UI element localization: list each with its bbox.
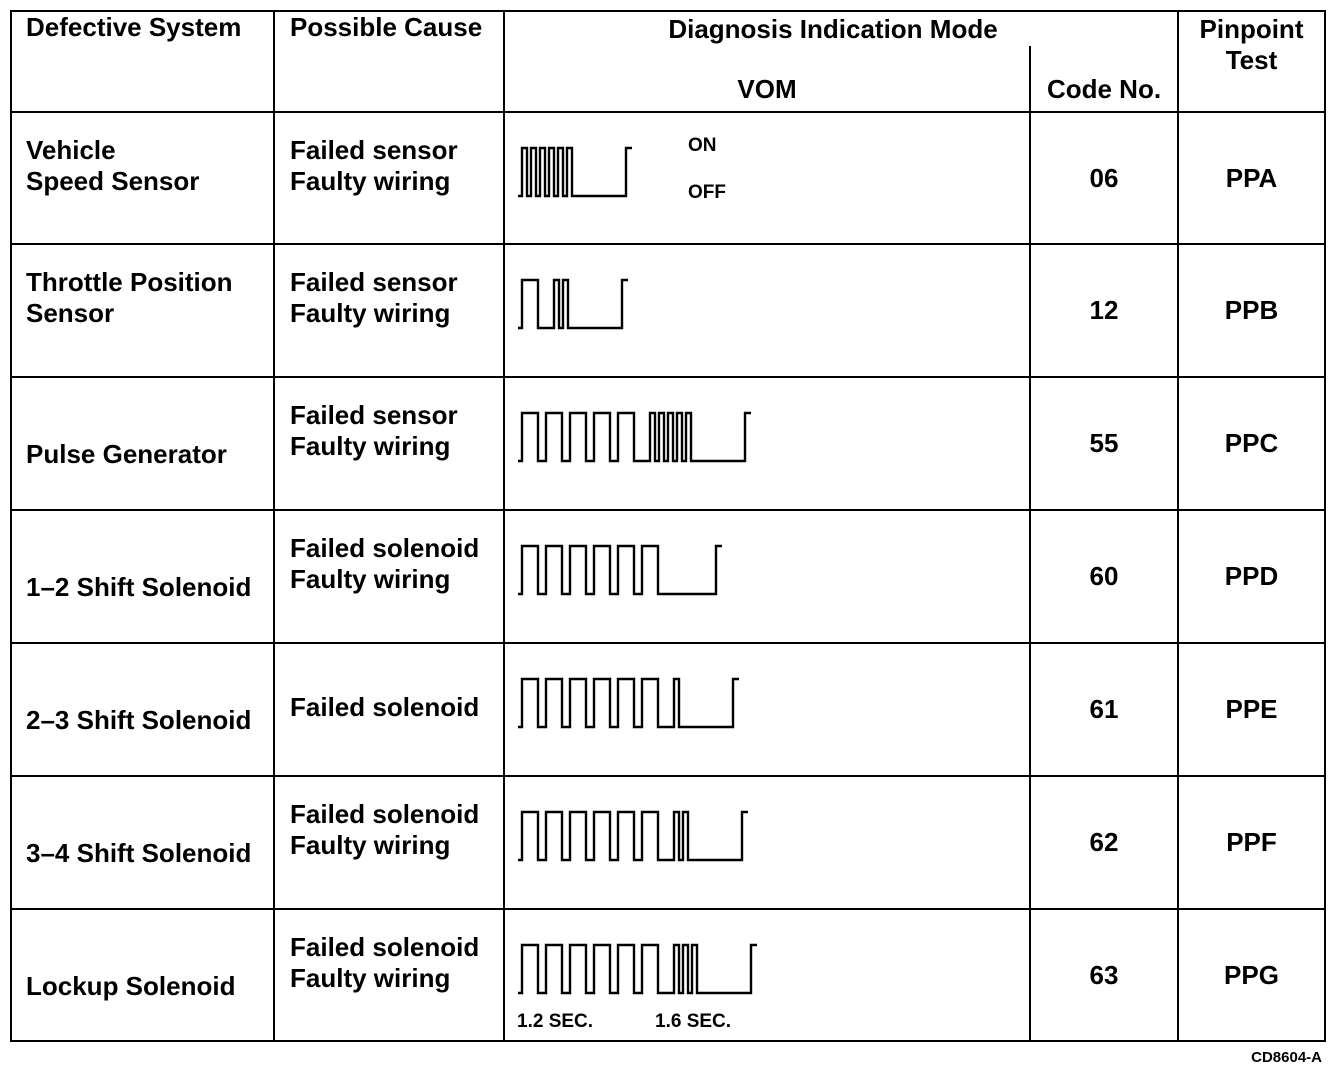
- header-code-no: Code No.: [1046, 74, 1162, 104]
- cell-defective-system: 1–2 Shift Solenoid: [26, 572, 252, 602]
- cell-code-no: 06: [1089, 162, 1119, 193]
- cell-defective-system: Throttle Position Sensor: [26, 267, 233, 328]
- pulse-train: [518, 148, 632, 196]
- header-vom: VOM: [737, 74, 797, 104]
- header-diagnosis-mode: Diagnosis Indication Mode: [668, 14, 998, 44]
- header-possible-cause: Possible Cause: [290, 12, 483, 42]
- cell-defective-system: Pulse Generator: [26, 439, 227, 469]
- figure-id: CD8604-A: [1251, 1049, 1322, 1066]
- vom-waveform: [518, 278, 838, 338]
- cell-code-no: 61: [1089, 693, 1119, 724]
- cell-pinpoint-test: PPA: [1225, 162, 1278, 193]
- pulse-train: [518, 546, 722, 594]
- cell-possible-cause: Failed solenoid Faulty wiring: [290, 799, 480, 860]
- vom-waveform: [518, 146, 838, 206]
- vom-waveform: [518, 411, 838, 471]
- cell-possible-cause: Failed sensor Faulty wiring: [290, 267, 458, 328]
- on-label: ON: [688, 135, 717, 156]
- vom-waveform: [518, 677, 838, 737]
- cell-possible-cause: Failed solenoid Faulty wiring: [290, 533, 480, 594]
- col-divider-2: [503, 10, 505, 1042]
- cell-defective-system: 3–4 Shift Solenoid: [26, 838, 252, 868]
- cell-pinpoint-test: PPF: [1226, 826, 1277, 857]
- cell-defective-system: Vehicle Speed Sensor: [26, 135, 200, 196]
- cell-code-no: 55: [1089, 427, 1119, 458]
- cell-pinpoint-test: PPD: [1224, 560, 1279, 591]
- cell-defective-system: 2–3 Shift Solenoid: [26, 705, 252, 735]
- cell-code-no: 62: [1089, 826, 1119, 857]
- header-defective-system: Defective System: [26, 12, 242, 42]
- cell-code-no: 63: [1089, 959, 1119, 990]
- long-pulse-duration-label: 1.2 SEC.: [517, 1011, 594, 1032]
- cell-pinpoint-test: PPB: [1224, 294, 1279, 325]
- cell-possible-cause: Failed solenoid: [290, 692, 480, 722]
- short-pulse-duration-label: 1.6 SEC.: [655, 1011, 732, 1032]
- vom-waveform: [518, 544, 838, 604]
- cell-possible-cause: Failed solenoid Faulty wiring: [290, 932, 480, 993]
- vom-waveform: [518, 943, 838, 1003]
- header-pinpoint-test: Pinpoint Test: [1199, 14, 1304, 75]
- pulse-train: [518, 679, 739, 727]
- cell-possible-cause: Failed sensor Faulty wiring: [290, 135, 458, 196]
- col-divider-1: [273, 10, 275, 1042]
- vom-waveform: [518, 810, 838, 870]
- pulse-train: [518, 945, 757, 993]
- cell-code-no: 12: [1089, 294, 1119, 325]
- cell-defective-system: Lockup Solenoid: [26, 971, 236, 1001]
- cell-code-no: 60: [1089, 560, 1119, 591]
- cell-pinpoint-test: PPG: [1224, 959, 1279, 990]
- cell-possible-cause: Failed sensor Faulty wiring: [290, 400, 458, 461]
- off-label: OFF: [688, 182, 726, 203]
- pulse-train: [518, 413, 751, 461]
- cell-pinpoint-test: PPC: [1224, 427, 1279, 458]
- pulse-train: [518, 812, 748, 860]
- cell-pinpoint-test: PPE: [1225, 693, 1278, 724]
- pulse-train: [518, 280, 628, 328]
